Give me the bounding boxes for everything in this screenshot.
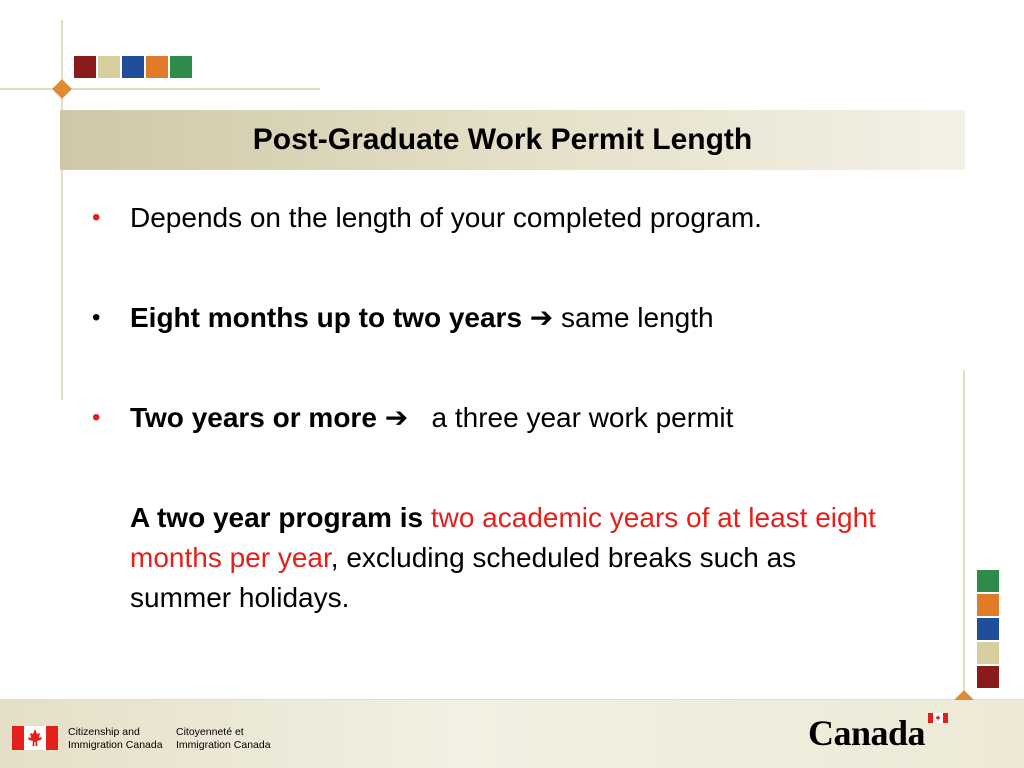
bullet-marker: •: [92, 404, 101, 431]
color-square-orange: [977, 594, 999, 616]
title-bar: [60, 110, 965, 170]
color-square-beige: [98, 56, 120, 78]
color-square-blue: [122, 56, 144, 78]
department-fr-line: Citoyenneté et: [176, 726, 244, 738]
program-definition-paragraph: [130, 498, 890, 618]
bullet-bold: Eight months up to two years: [130, 302, 523, 333]
color-square-beige: [977, 642, 999, 664]
arrow-icon: ➔: [529, 302, 554, 333]
paragraph-bold: A two year program is: [130, 502, 424, 533]
bullet-text: [130, 298, 714, 338]
color-square-orange: [146, 56, 168, 78]
canada-wordmark: Canada: [808, 713, 926, 753]
diamond-top-left: [52, 79, 72, 99]
department-en-line: Citizenship and: [68, 726, 140, 738]
department-name-english: [68, 726, 163, 752]
frame-line-top: [0, 88, 320, 90]
color-square-dark-red: [977, 666, 999, 688]
bullet-text: [130, 398, 733, 438]
color-square-green: [977, 570, 999, 592]
slide-title: Post-Graduate Work Permit Length: [252, 123, 753, 156]
wordmark-flag-icon: [928, 713, 948, 723]
bullet-normal: Depends on the length of your completed program.: [130, 202, 762, 233]
color-square-dark-red: [74, 56, 96, 78]
arrow-icon: ➔: [384, 402, 409, 433]
paragraph-rest: , excluding scheduled breaks such as summer holidays.: [130, 542, 797, 613]
department-name-french: [176, 726, 271, 752]
department-en-line: Immigration Canada: [68, 739, 163, 751]
paragraph-highlight: two academic years of at least eight months per year: [130, 502, 876, 573]
department-fr-line: Immigration Canada: [176, 739, 271, 751]
bullet-normal: a three year work permit: [431, 402, 734, 433]
frame-line-left: [61, 20, 63, 400]
bullet-marker: •: [92, 204, 101, 231]
bullet-bold: Two years or more: [130, 402, 377, 433]
canada-flag-icon: [12, 726, 58, 750]
color-square-blue: [977, 618, 999, 640]
bullet-text: [130, 198, 762, 238]
color-square-green: [170, 56, 192, 78]
bullet-marker: •: [92, 304, 101, 331]
bullet-normal: same length: [561, 302, 714, 333]
